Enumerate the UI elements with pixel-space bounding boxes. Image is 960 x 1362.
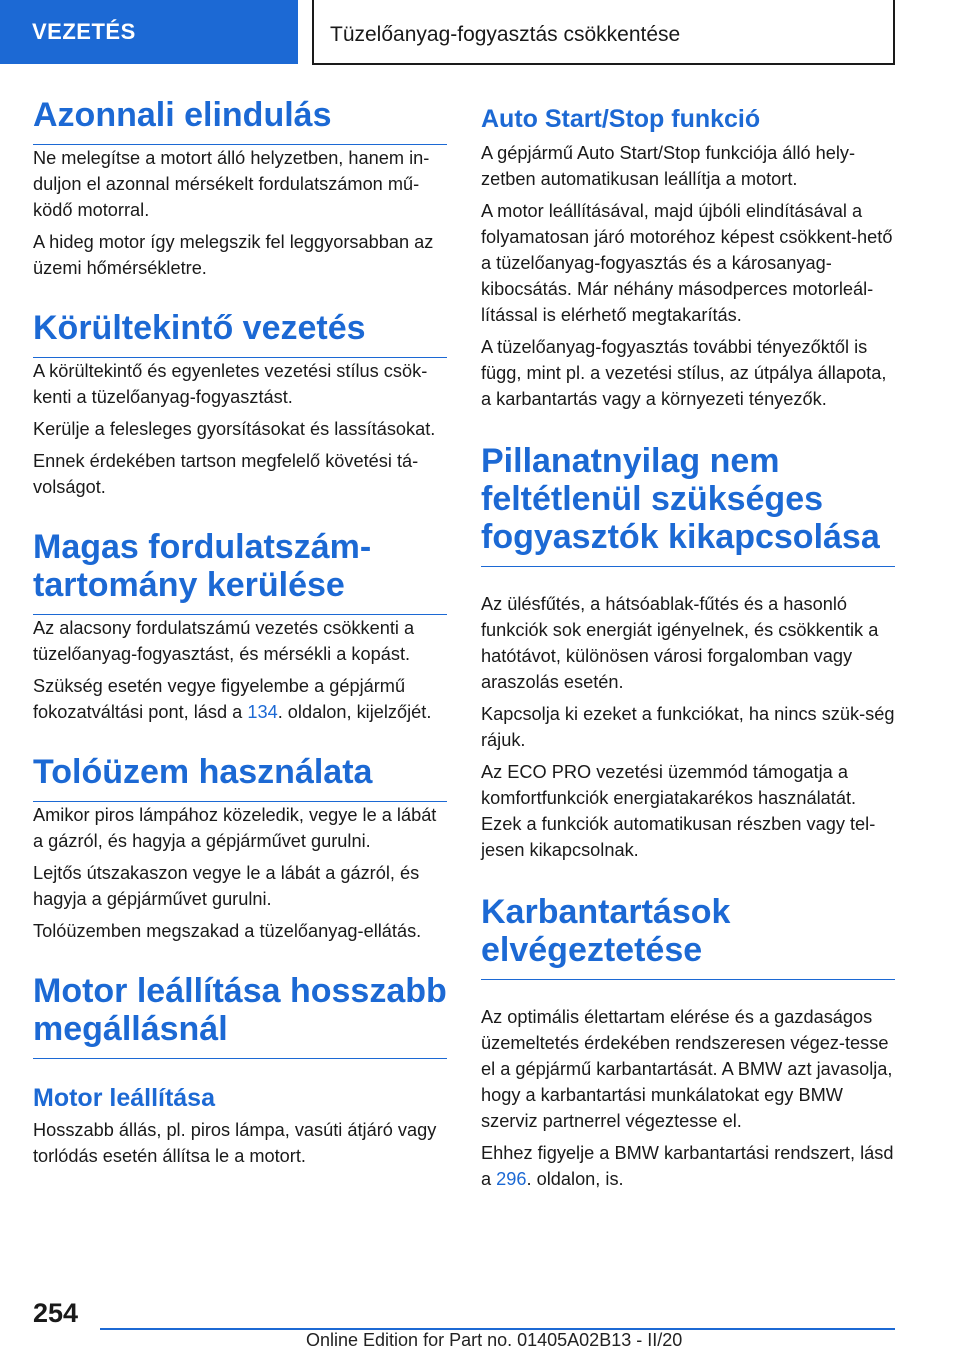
section-auto-start-stop bbox=[481, 104, 895, 412]
section-heading: Tolóüzem használata bbox=[33, 753, 447, 802]
section-heading bbox=[481, 442, 895, 567]
edition-note: Online Edition for Part no. 01405A02B13 - II/20 bbox=[306, 1330, 683, 1350]
paragraph: Az ECO PRO vezetési üzemmód támogatja a komfortfunkciók energiatakarékos használatát. Ezek a funkciók automatikusan részben vagy tel-jesen kikapcsolnak. bbox=[481, 762, 876, 860]
heading-line: megállásnál bbox=[33, 1010, 228, 1048]
paragraph: Ennek érdekében tartson megfelelő követési tá-volságot. bbox=[33, 451, 419, 497]
paragraph: Kerülje a felesleges gyorsításokat és lassításokat. bbox=[33, 419, 436, 439]
paragraph: Tolóüzemben megszakad a tüzelőanyag-ellátás. bbox=[33, 921, 422, 941]
header-divider-right bbox=[893, 0, 895, 64]
section-toloüzem bbox=[33, 753, 447, 944]
section-azonnali-elindulas bbox=[33, 96, 447, 281]
header-underline bbox=[312, 63, 895, 65]
text-span: Ehhez figyelje a BMW karbantartási rendszert, lásd a bbox=[481, 1143, 894, 1189]
text-span: . oldalon, is. bbox=[526, 1169, 624, 1189]
right-column bbox=[481, 104, 895, 1214]
heading-line: Magas fordulatszám- bbox=[33, 528, 372, 566]
section-motor-leallitasa bbox=[33, 972, 447, 1169]
chapter-label: VEZETÉS bbox=[0, 0, 298, 64]
sub-heading: Auto Start/Stop funkció bbox=[481, 105, 761, 133]
text-span: Szükség esetén vegye figyelembe a gépjármű fokozatváltási pont, lásd a bbox=[33, 676, 406, 722]
page-header bbox=[0, 0, 960, 66]
paragraph bbox=[33, 673, 447, 725]
section-heading bbox=[33, 528, 447, 615]
paragraph: A motor leállításával, majd újbóli elindításával a folyamatosan járó motoréhoz képest csökkent-hető a tüzelőanyag-fogyasztás és a károsanyag-kibocsátás. Már néhány másodperces motorleál-lítással is elérhető megtakarítás. bbox=[481, 201, 893, 325]
heading-line: elvégeztetése bbox=[481, 931, 703, 969]
header-divider bbox=[312, 0, 314, 64]
paragraph: Hosszabb állás, pl. piros lámpa, vasúti átjáró vagy torlódás esetén állítsa le a motort. bbox=[33, 1120, 437, 1166]
paragraph bbox=[481, 1140, 895, 1192]
paragraph: A tüzelőanyag-fogyasztás további tényezőktől is függ, mint pl. a vezetési stílus, az útpálya állapota, a karbantartás vagy a környezeti tényezők. bbox=[481, 337, 887, 409]
left-column bbox=[33, 96, 447, 1191]
page-reference-link[interactable]: 296 bbox=[496, 1169, 527, 1189]
paragraph: Kapcsolja ki ezeket a funkciókat, ha nincs szük-ség rájuk. bbox=[481, 704, 895, 750]
running-title: Tüzelőanyag-fogyasztás csökkentése bbox=[330, 23, 681, 46]
section-heading bbox=[33, 972, 447, 1059]
heading-line: fogyasztók kikapcsolása bbox=[481, 518, 880, 556]
paragraph: Ne melegítse a motort álló helyzetben, hanem in-duljon el azonnal mérsékelt fordulatszámon mű-ködő motorral. bbox=[33, 148, 430, 220]
paragraph: A gépjármű Auto Start/Stop funkciója álló hely-zetben automatikusan leállítja a motort. bbox=[481, 143, 856, 189]
heading-line: Karbantartások bbox=[481, 893, 731, 931]
section-heading bbox=[481, 893, 895, 980]
section-fogyasztok-kikapcsolasa bbox=[481, 442, 895, 863]
page-reference-link[interactable]: 134 bbox=[247, 702, 278, 722]
page-number: 254 bbox=[33, 1298, 79, 1328]
section-karbantartasok bbox=[481, 893, 895, 1192]
paragraph: Az ülésfűtés, a hátsóablak-fűtés és a hasonló funkciók sok energiát igényelnek, és csökkentik a hatótávot, különösen városi forgalomban vagy araszolás esetén. bbox=[481, 594, 879, 692]
paragraph: Lejtős útszakaszon vegye le a lábát a gázról, és hagyja a gépjárművet gurulni. bbox=[33, 863, 420, 909]
text-span: . oldalon, kijelzőjét. bbox=[277, 702, 432, 722]
heading-line: tartomány kerülése bbox=[33, 566, 345, 604]
heading-line: Pillanatnyilag nem bbox=[481, 442, 780, 480]
paragraph: A körültekintő és egyenletes vezetési stílus csök-kenti a tüzelőanyag-fogyasztást. bbox=[33, 361, 428, 407]
section-magas-fordulatszam bbox=[33, 528, 447, 725]
paragraph: Amikor piros lámpához közeledik, vegye le a lábát a gázról, és hagyja a gépjárművet gurulni. bbox=[33, 805, 437, 851]
paragraph: Az alacsony fordulatszámú vezetés csökkenti a tüzelőanyag-fogyasztást, és mérsékli a kopást. bbox=[33, 618, 415, 664]
heading-line: feltétlenül szükséges bbox=[481, 480, 824, 518]
paragraph: A hideg motor így melegszik fel leggyorsabban az üzemi hőmérsékletre. bbox=[33, 232, 434, 278]
paragraph: Az optimális élettartam elérése és a gazdaságos üzemeltetés érdekében rendszeresen végez-tesse el a gépjármű karbantartását. A BMW azt javasolja, hogy a karbantartási munkálatokat egy BMW szerviz partnerrel végeztesse el. bbox=[481, 1007, 893, 1131]
heading-line: Motor leállítása hosszabb bbox=[33, 972, 447, 1010]
section-heading: Azonnali elindulás bbox=[33, 96, 447, 145]
section-korultekinto-vezetes bbox=[33, 309, 447, 500]
section-heading: Körültekintő vezetés bbox=[33, 309, 447, 358]
sub-heading: Motor leállítása bbox=[33, 1084, 215, 1112]
